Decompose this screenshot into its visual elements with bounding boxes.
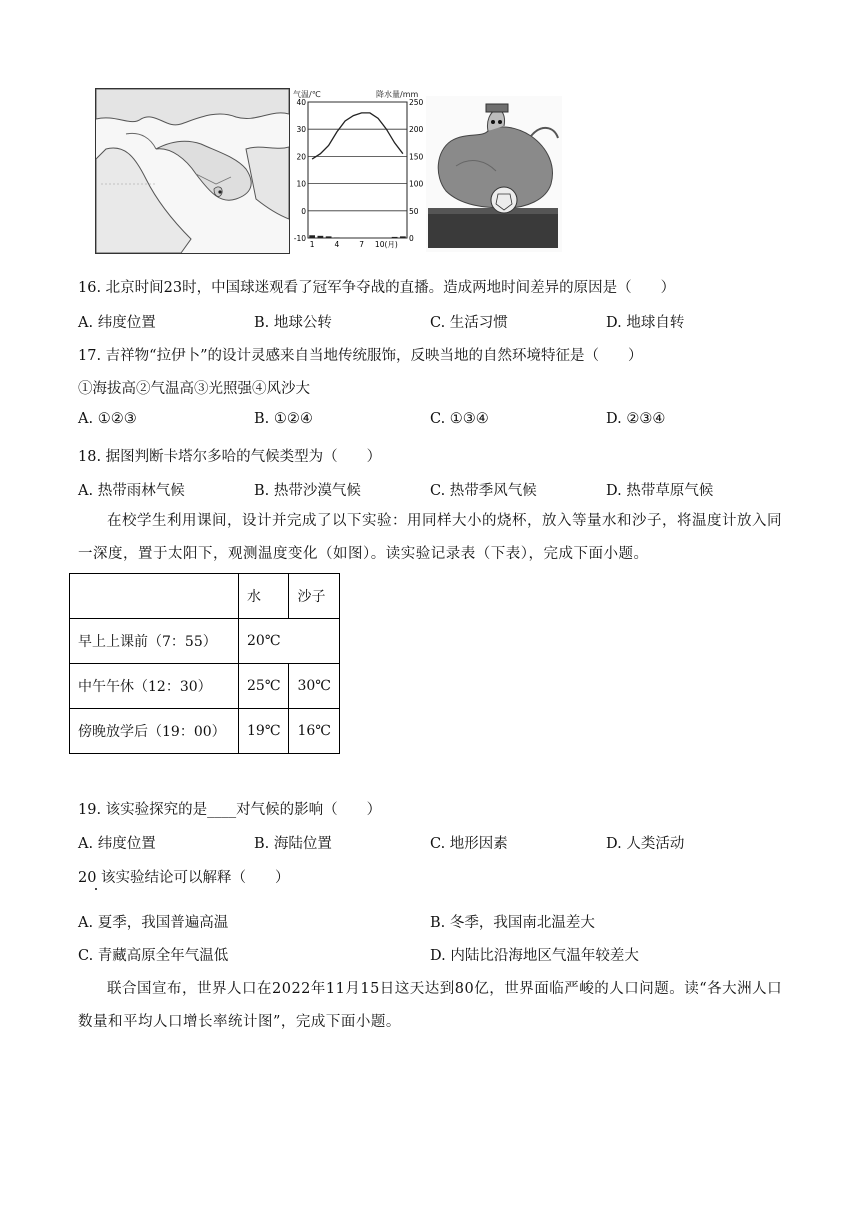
q17-option-a[interactable]: A. ①②③ — [78, 411, 137, 427]
q17-option-c[interactable]: C. ①③④ — [430, 411, 489, 427]
table-row — [70, 664, 340, 709]
q16-option-a[interactable]: A. 纬度位置 — [78, 315, 156, 331]
x-tick-label: 4 — [334, 240, 340, 249]
x-ticks — [310, 240, 398, 249]
y-left-ticks — [294, 98, 306, 243]
y-right-tick-label: 150 — [409, 152, 424, 162]
q19-option-b[interactable]: B. 海陆位置 — [254, 836, 332, 852]
y-right-title: 降水量/mm — [376, 90, 419, 99]
q18-option-a[interactable]: A. 热带雨林气候 — [78, 483, 185, 499]
q16-option-b[interactable]: B. 地球公转 — [254, 315, 332, 331]
row-sand: 16℃ — [289, 709, 339, 754]
row-water: 25℃ — [239, 664, 289, 709]
q19-option-c[interactable]: C. 地形因素 — [430, 836, 508, 852]
experiment-table — [69, 573, 340, 754]
row-label: 傍晚放学后（19：00） — [70, 709, 239, 754]
q18-stem: 18. 据图判断卡塔尔多哈的气候类型为（ ） — [78, 449, 382, 465]
q16-stem: 16. 北京时间23时，中国球迷观看了冠军争夺战的直播。造成两地时间差异的原因是（ ） — [78, 280, 676, 296]
q16-option-d[interactable]: D. 地球自转 — [606, 315, 685, 331]
climate-chart — [290, 88, 425, 252]
y-right-ticks — [409, 98, 424, 243]
precipitation-bar — [326, 236, 332, 238]
row-water: 20℃ — [239, 619, 340, 664]
q16-option-c[interactable]: C. 生活习惯 — [430, 315, 508, 331]
q17-stem: 17. 吉祥物“拉伊卜”的设计灵感来自当地传统服饰，反映当地的自然环境特征是（ ） — [78, 348, 643, 364]
q19-option-d[interactable]: D. 人类活动 — [606, 836, 685, 852]
x-tick-label: 10(月) — [374, 240, 398, 249]
q20-dot — [95, 888, 97, 890]
q20-option-c[interactable]: C. 青藏高原全年气温低 — [78, 948, 229, 964]
row-sand: 30℃ — [289, 664, 339, 709]
table-header-sand: 沙子 — [289, 574, 339, 619]
q18-option-d[interactable]: D. 热带草原气候 — [606, 483, 714, 499]
q20-option-b[interactable]: B. 冬季，我国南北温差大 — [430, 915, 595, 931]
q20-option-a[interactable]: A. 夏季，我国普遍高温 — [78, 915, 229, 931]
y-left-tick-label: 40 — [296, 98, 306, 107]
middle-east-map — [95, 88, 290, 254]
y-left-tick-label: 10 — [296, 179, 306, 189]
y-left-title: 气温/℃ — [293, 90, 321, 99]
precipitation-bar — [317, 236, 323, 238]
x-tick-label: 1 — [309, 240, 315, 249]
q17-items: ①海拔高②气温高③光照强④风沙大 — [78, 381, 310, 397]
y-left-tick-label: 20 — [296, 152, 306, 162]
grid-lines — [308, 102, 407, 238]
row-label: 中午午休（12：30） — [70, 664, 239, 709]
row-water: 19℃ — [239, 709, 289, 754]
x-tick-label: 7 — [359, 240, 365, 249]
map-graphic — [96, 89, 289, 253]
y-left-tick-label: -10 — [293, 234, 306, 243]
q17-option-d[interactable]: D. ②③④ — [606, 411, 666, 427]
table-header-row — [70, 574, 340, 619]
y-right-tick-label: 0 — [409, 234, 414, 243]
table-header-blank — [70, 574, 239, 619]
mascot-graphic — [426, 96, 562, 252]
precipitation-bar — [309, 235, 315, 238]
row-label: 早上上课前（7：55） — [70, 619, 239, 664]
population-intro: 联合国宣布，世界人口在2022年11月15日这天达到80亿，世界面临严峻的人口问题。读“各大洲人口数量和平均人口增长率统计图”，完成下面小题。 — [78, 981, 783, 1030]
q17-option-b[interactable]: B. ①②④ — [254, 411, 313, 427]
experiment-intro: 在校学生利用课间，设计并完成了以下实验：用同样大小的烧杯，放入等量水和沙子，将温度计放入同一深度，置于太阳下，观测温度变化（如图）。读实验记录表（下表），完成下面小题。 — [78, 513, 782, 562]
precipitation-bar — [334, 237, 340, 238]
y-left-tick-label: 0 — [301, 206, 306, 216]
q20-option-d[interactable]: D. 内陆比沿海地区气温年较差大 — [430, 948, 639, 964]
precipitation-bar — [400, 236, 406, 238]
y-right-tick-label: 200 — [409, 125, 424, 135]
mascot-photo — [426, 96, 562, 252]
q18-option-b[interactable]: B. 热带沙漠气候 — [254, 483, 361, 499]
q19-stem: 19. 该实验探究的是____对气候的影响（ ） — [78, 802, 382, 818]
precipitation-bar — [392, 237, 398, 238]
y-right-tick-label: 100 — [409, 179, 424, 189]
q18-option-c[interactable]: C. 热带季风气候 — [430, 483, 537, 499]
q20-stem: 20 该实验结论可以解释（ ） — [78, 870, 290, 886]
table-row — [70, 709, 340, 754]
q19-option-a[interactable]: A. 纬度位置 — [78, 836, 156, 852]
climate-chart-svg — [290, 88, 425, 252]
table-row — [70, 619, 340, 664]
y-right-tick-label: 250 — [409, 98, 424, 107]
y-right-tick-label: 50 — [409, 206, 419, 216]
table-header-water: 水 — [239, 574, 289, 619]
y-left-tick-label: 30 — [296, 125, 306, 135]
plot-frame — [308, 102, 407, 238]
